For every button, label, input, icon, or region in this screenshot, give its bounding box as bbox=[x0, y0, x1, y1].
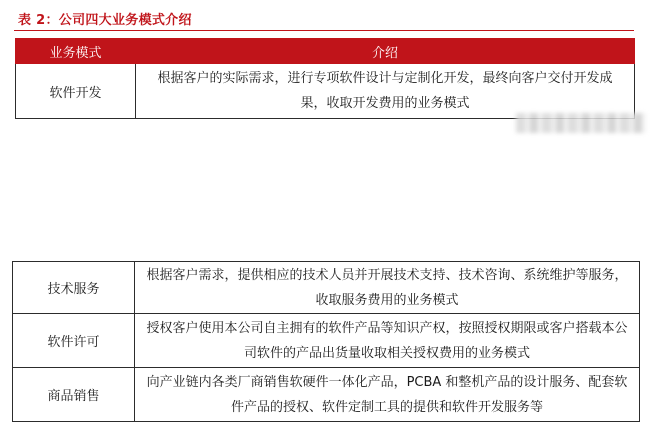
table-row bbox=[13, 314, 640, 368]
row-description: 授权客户使用本公司自主拥有的软件产品等知识产权，按照授权期限或客户搭载本公司软件的产品出货量收取相关授权费用的业务模式 bbox=[135, 314, 640, 368]
table-header-row bbox=[16, 39, 635, 64]
blurred-watermark bbox=[516, 113, 646, 133]
row-category: 商品销售 bbox=[13, 368, 135, 422]
title-divider bbox=[14, 30, 634, 31]
row-category: 软件开发 bbox=[16, 64, 136, 119]
header-introduction: 介绍 bbox=[136, 39, 635, 64]
table-row bbox=[16, 64, 635, 119]
row-category: 软件许可 bbox=[13, 314, 135, 368]
table-title: 表 2：公司四大业务模式介绍 bbox=[18, 13, 192, 28]
business-model-table-continued bbox=[12, 261, 640, 422]
business-model-table-header-section bbox=[15, 38, 635, 119]
header-business-model: 业务模式 bbox=[16, 39, 136, 64]
row-description: 根据客户需求，提供相应的技术人员并开展技术支持、技术咨询、系统维护等服务，收取服务费用的业务模式 bbox=[135, 262, 640, 314]
row-description: 根据客户的实际需求，进行专项软件设计与定制化开发，最终向客户交付开发成果，收取开发费用的业务模式 bbox=[136, 64, 635, 119]
table-row bbox=[13, 368, 640, 422]
row-description: 向产业链内各类厂商销售软硬件一体化产品，PCBA 和整机产品的设计服务、配套软件产品的授权、软件定制工具的提供和软件开发服务等 bbox=[135, 368, 640, 422]
table-row bbox=[13, 262, 640, 314]
row-category: 技术服务 bbox=[13, 262, 135, 314]
